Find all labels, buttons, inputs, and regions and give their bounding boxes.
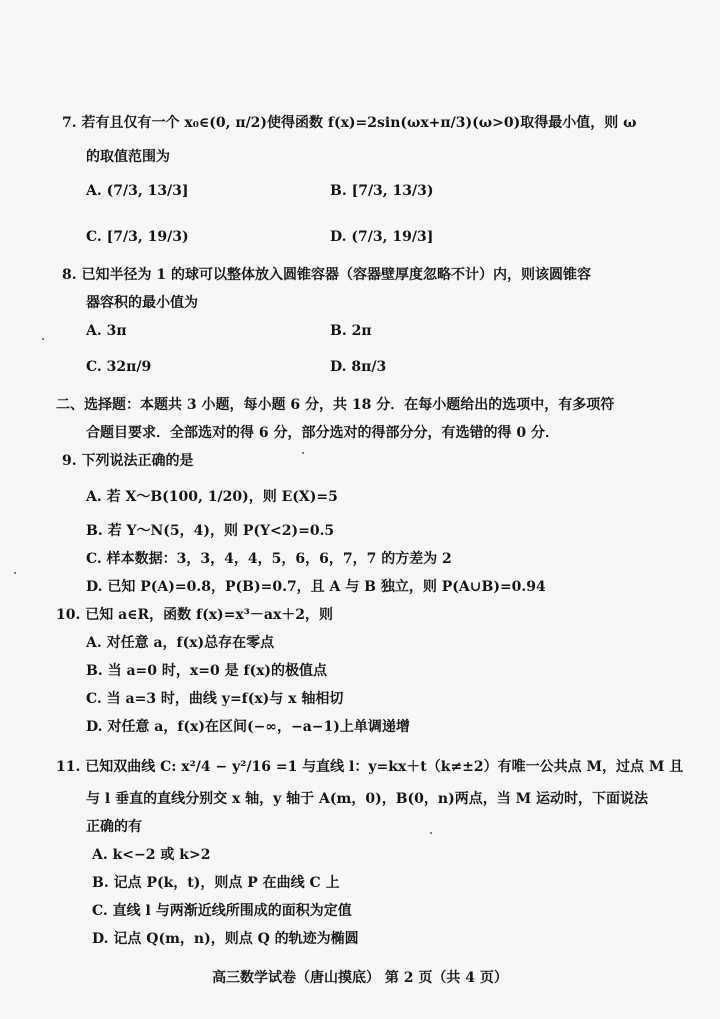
q10-option-d: D. 对任意 a，f(x)在区间(−∞，−a−1)上单调递增 bbox=[86, 719, 410, 735]
q7-option-b: B. [7/3, 13/3) bbox=[330, 183, 434, 199]
section2-heading-line2: 合题目要求．全部选对的得 6 分，部分选对的得部分分，有选错的得 0 分． bbox=[86, 425, 559, 441]
q7-option-a: A. (7/3, 13/3] bbox=[86, 183, 189, 199]
q9-option-d: D. 已知 P(A)=0.8，P(B)=0.7，且 A 与 B 独立，则 P(A∪B)=0.94 bbox=[86, 579, 546, 595]
q9-stem: 9. 下列说法正确的是 bbox=[62, 453, 194, 469]
q11-stem-line1: 11. 已知双曲线 C: x²/4 − y²/16 =1 与直线 l：y=kx＋t（k≠±2）有唯一公共点 M，过点 M 且 bbox=[56, 759, 684, 775]
scan-speck bbox=[430, 832, 432, 834]
q7-stem-line2: 的取值范围为 bbox=[86, 149, 170, 165]
q10-option-c: C. 当 a=3 时，曲线 y=f(x)与 x 轴相切 bbox=[86, 691, 344, 707]
q10-option-b: B. 当 a=0 时，x=0 是 f(x)的极值点 bbox=[86, 663, 328, 679]
scan-speck bbox=[302, 452, 304, 454]
q8-stem-line2: 器容积的最小值为 bbox=[86, 295, 198, 311]
q9-option-a: A. 若 X～B(100, 1/20)，则 E(X)=5 bbox=[86, 489, 338, 505]
q9-option-c: C. 样本数据：3，3，4，4，5，6，6，7，7 的方差为 2 bbox=[86, 551, 452, 567]
section2-heading-line1: 二、选择题：本题共 3 小题，每小题 6 分，共 18 分．在每小题给出的选项中，有多项符 bbox=[56, 397, 615, 413]
q7-option-d: D. (7/3, 19/3] bbox=[330, 229, 434, 245]
q8-stem-line1: 8. 已知半径为 1 的球可以整体放入圆锥容器（容器壁厚度忽略不计）内，则该圆锥容 bbox=[62, 267, 591, 283]
q7-stem-line1: 7. 若有且仅有一个 x₀∈(0, π/2)使得函数 f(x)=2sin(ωx+π/3)(ω>0)取得最小值，则 ω bbox=[62, 115, 637, 131]
page-footer: 高三数学试卷（唐山摸底） 第 2 页（共 4 页） bbox=[212, 970, 508, 986]
q11-option-d: D. 记点 Q(m，n)，则点 Q 的轨迹为椭圆 bbox=[92, 931, 359, 947]
q8-option-d: D. 8π/3 bbox=[330, 359, 387, 375]
q10-option-a: A. 对任意 a，f(x)总存在零点 bbox=[86, 635, 275, 651]
q8-option-a: A. 3π bbox=[86, 323, 127, 339]
q8-option-b: B. 2π bbox=[330, 323, 372, 339]
q11-option-a: A. k<−2 或 k>2 bbox=[92, 847, 211, 863]
q10-stem: 10. 已知 a∈R，函数 f(x)=x³－ax＋2，则 bbox=[56, 607, 334, 623]
q8-option-c: C. 32π/9 bbox=[86, 359, 152, 375]
scan-speck bbox=[42, 338, 44, 340]
q7-option-c: C. [7/3, 19/3) bbox=[86, 229, 189, 245]
q9-option-b: B. 若 Y～N(5，4)，则 P(Y<2)=0.5 bbox=[86, 523, 335, 539]
q11-option-b: B. 记点 P(k，t)，则点 P 在曲线 C 上 bbox=[92, 875, 340, 891]
q11-stem-line3: 正确的有 bbox=[86, 819, 142, 835]
scan-speck bbox=[14, 572, 16, 574]
q11-option-c: C. 直线 l 与两渐近线所围成的面积为定值 bbox=[92, 903, 352, 919]
q11-stem-line2: 与 l 垂直的直线分别交 x 轴，y 轴于 A(m，0)，B(0，n)两点，当 M 运动时，下面说法 bbox=[86, 791, 648, 807]
